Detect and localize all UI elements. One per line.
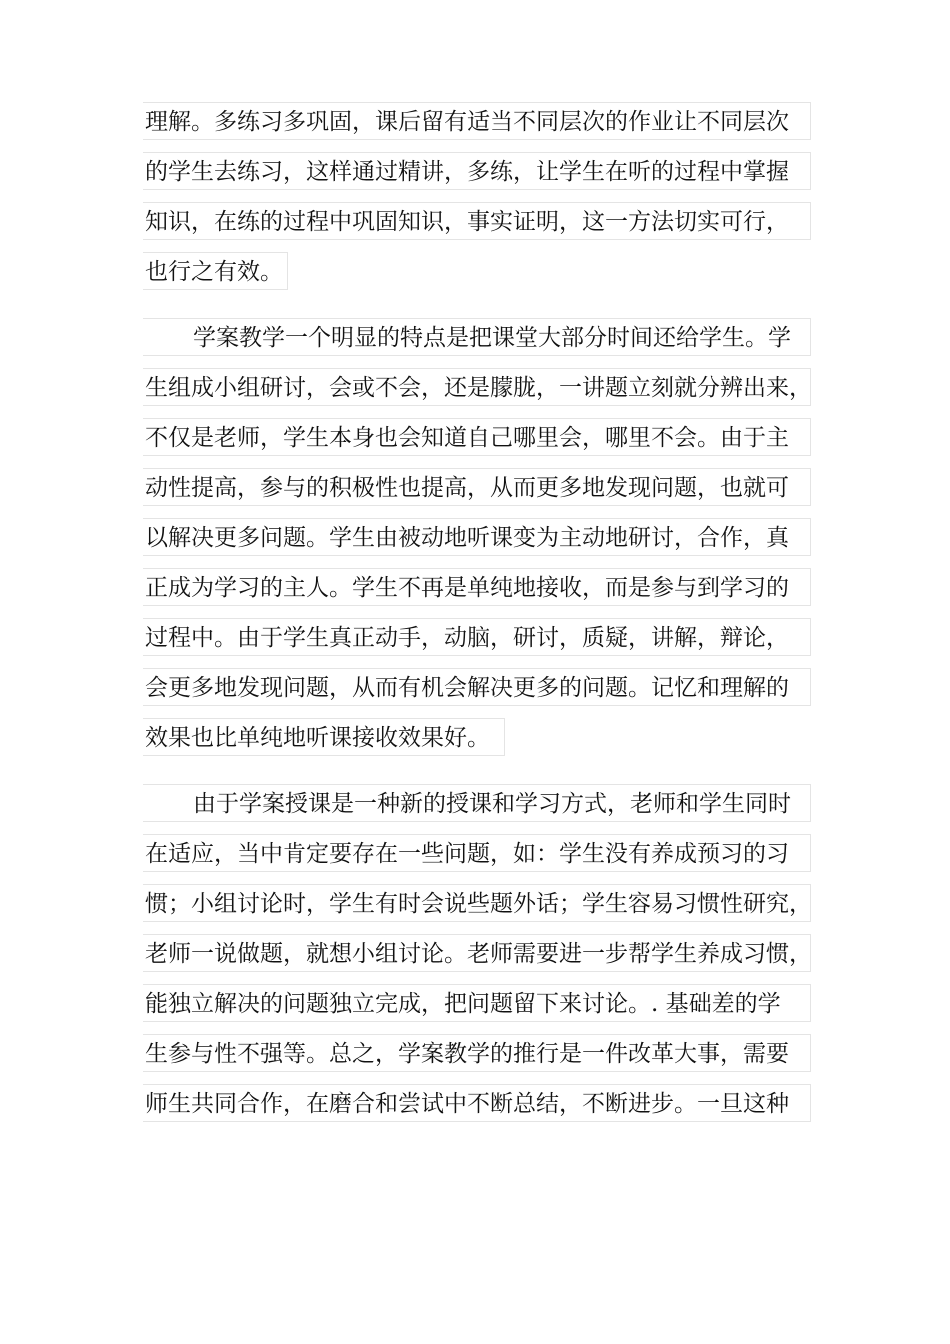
text-line: 能独立解决的问题独立完成，把问题留下来讨论。. 基础差的学 bbox=[143, 984, 811, 1022]
text-line: 会更多地发现问题，从而有机会解决更多的问题。记忆和理解的 bbox=[143, 668, 811, 706]
text-line: 的学生去练习，这样通过精讲，多练，让学生在听的过程中掌握 bbox=[143, 152, 811, 190]
text-line: 不仅是老师，学生本身也会知道自己哪里会，哪里不会。由于主 bbox=[143, 418, 811, 456]
text-line: 生参与性不强等。总之，学案教学的推行是一件改革大事，需要 bbox=[143, 1034, 811, 1072]
text-line: 在适应，当中肯定要存在一些问题，如：学生没有养成预习的习 bbox=[143, 834, 811, 872]
text-line: 生组成小组研讨，会或不会，还是朦胧，一讲题立刻就分辨出来， bbox=[143, 368, 811, 406]
text-line: 学案教学一个明显的特点是把课堂大部分时间还给学生。学 bbox=[143, 318, 811, 356]
text-line: 老师一说做题，就想小组讨论。老师需要进一步帮学生养成习惯， bbox=[143, 934, 811, 972]
text-line: 理解。多练习多巩固，课后留有适当不同层次的作业让不同层次 bbox=[143, 102, 811, 140]
text-line: 由于学案授课是一种新的授课和学习方式，老师和学生同时 bbox=[143, 784, 811, 822]
text-line: 师生共同合作，在磨合和尝试中不断总结，不断进步。一旦这种 bbox=[143, 1084, 811, 1122]
text-line: 以解决更多问题。学生由被动地听课变为主动地研讨，合作，真 bbox=[143, 518, 811, 556]
text-line: 动性提高，参与的积极性也提高，从而更多地发现问题，也就可 bbox=[143, 468, 811, 506]
text-line: 惯；小组讨论时，学生有时会说些题外话；学生容易习惯性研究， bbox=[143, 884, 811, 922]
text-line: 效果也比单纯地听课接收效果好。 bbox=[143, 718, 505, 756]
text-line: 正成为学习的主人。学生不再是单纯地接收，而是参与到学习的 bbox=[143, 568, 811, 606]
text-line: 过程中。由于学生真正动手，动脑，研讨，质疑，讲解，辩论， bbox=[143, 618, 811, 656]
text-line: 也行之有效。 bbox=[143, 252, 288, 290]
text-line: 知识，在练的过程中巩固知识，事实证明，这一方法切实可行， bbox=[143, 202, 811, 240]
